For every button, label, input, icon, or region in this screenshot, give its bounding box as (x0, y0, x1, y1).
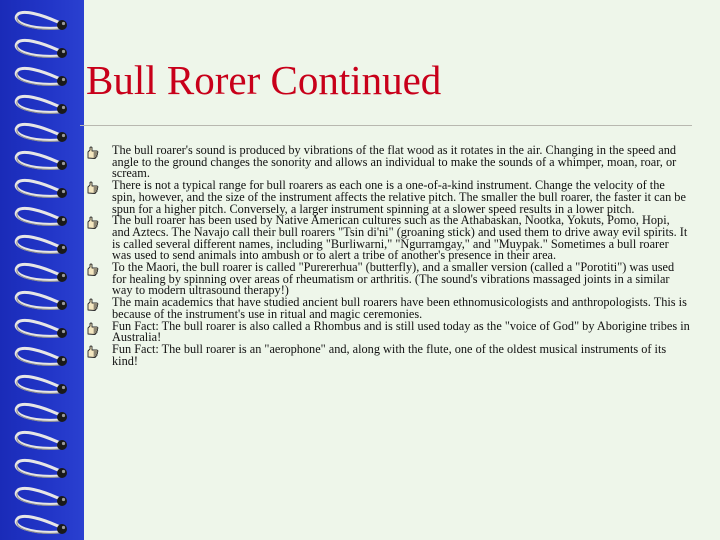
bullet-text: There is not a typical range for bull roarers as each one is a one-of-a-kind instrument. Change the velocity of the spin, however, and the size of the instrument affects the relative pitch. The smaller the bull roarer, the faster it can be spun for a higher pitch. Conversely, a larger instrument spinning at a slower speed results in a lower pitch. (112, 178, 686, 216)
bullet-text: Fun Fact: The bull roarer is also called a Rhombus and is still used today as the "voice of God" by Aborigine tribes in Australia! (112, 318, 690, 345)
bullet-item (86, 341, 690, 368)
bullet-list (86, 145, 690, 367)
hand-pointer-icon (86, 216, 100, 229)
hand-pointer-icon (86, 298, 100, 311)
slide-title: Bull Rorer Continued (86, 57, 442, 103)
hand-pointer-icon (86, 345, 100, 358)
hand-pointer-icon (86, 146, 100, 159)
binder-ring (16, 404, 67, 422)
binder-ring (16, 264, 67, 282)
hand-pointer-icon (86, 322, 100, 335)
bullet-text: Fun Fact: The bull roarer is an "aerophone" and, along with the flute, one of the oldest musical instruments of its kind! (112, 341, 667, 368)
binder-ring (16, 432, 67, 450)
binder-ring (16, 460, 67, 478)
bullet-text: The main academics that have studied ancient bull roarers have been ethnomusicologists and anthropologists. This is because of the instrument's use in ritual and magic ceremonies. (112, 295, 687, 321)
binder-ring (16, 292, 67, 310)
bullet-item (86, 318, 690, 345)
title-divider (80, 125, 692, 126)
bullet-text: The bull roarer's sound is produced by vibrations of the flat wood as it rotates in the air. Changing in the speed and angle to the ground changes the sonority and allows an individual to make the sounds of a whimper, moan, roar, or scream. (112, 143, 677, 181)
binder-ring (16, 348, 67, 366)
binder-ring (16, 152, 67, 170)
bullet-text: To the Maori, the bull roarer is called "Purererhua" (butterfly), and a smaller version (called a "Porotiti") was used for healing by spinning over areas of rheumatism or arthritis. (The sound's vibrations massaged joints in a similar way to modern ultrasound therapy!) (112, 260, 675, 298)
binder-ring (16, 376, 67, 394)
binder-ring (16, 124, 67, 142)
binder-ring (16, 40, 67, 58)
hand-pointer-icon (86, 263, 100, 276)
binder-ring (16, 68, 67, 86)
binder-ring (16, 516, 67, 534)
bullet-item (86, 297, 690, 320)
hand-pointer-icon (86, 181, 100, 194)
binder-ring (16, 488, 67, 506)
binder-ring (16, 208, 67, 226)
binder-ring (16, 96, 67, 114)
binder-ring (16, 320, 67, 338)
binder-ring (16, 180, 67, 198)
bullet-item (86, 262, 690, 297)
bullet-item (86, 145, 690, 180)
binder-rings (0, 0, 90, 540)
bullet-text: The bull roarer has been used by Native American cultures such as the Athabaskan, Nootka, Yokuts, Pomo, Hopi, and Aztecs. The Navajo call their bull roarers "Tsin di'ni" (groaning stick) and used them to drive away evil spirits. It is called several different names, including "Burliwarni," "Ngurramgay," and "Muypak." Sometimes a bull roarer was used to send animals into ambush or to alert a tribe of another's presence in their area. (112, 213, 688, 263)
bullet-item (86, 215, 690, 262)
bullet-item (86, 180, 690, 215)
binder-ring (16, 236, 67, 254)
binder-ring (16, 12, 67, 30)
